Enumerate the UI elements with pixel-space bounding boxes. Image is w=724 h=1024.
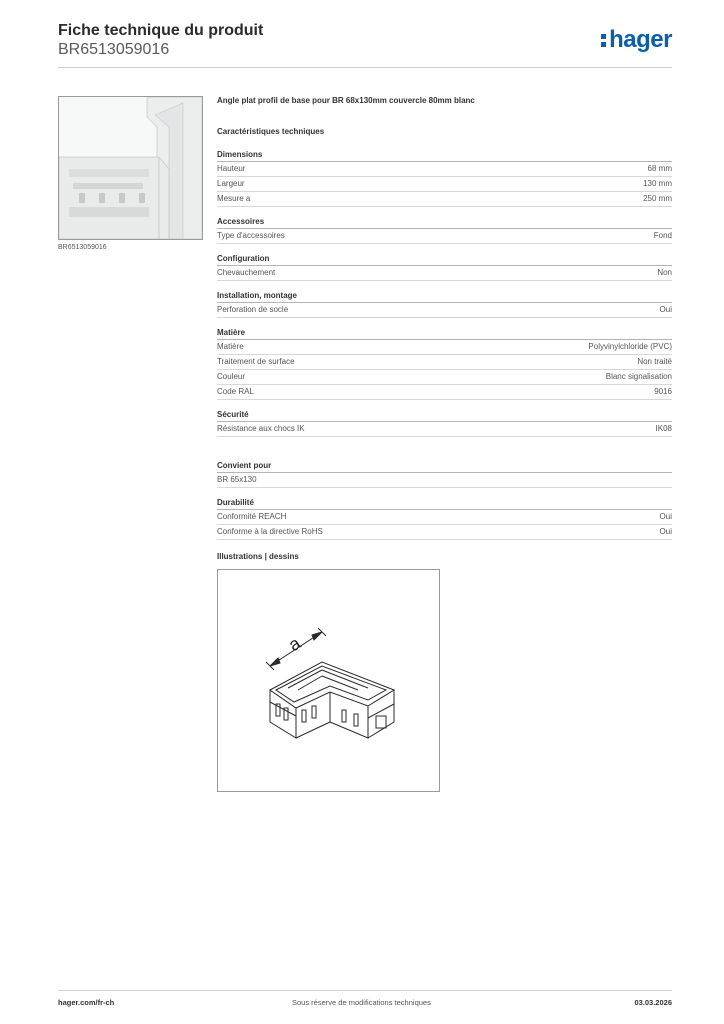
spec-value: Oui: [659, 527, 672, 536]
spec-label: Traitement de surface: [217, 357, 295, 366]
spec-row: [217, 422, 672, 437]
section-title: Accessoires: [217, 217, 672, 229]
footer-date: 03.03.2026: [634, 998, 672, 1007]
spec-label: Résistance aux chocs IK: [217, 424, 305, 433]
spec-value: Non: [657, 268, 672, 277]
section-title: Dimensions: [217, 150, 672, 162]
spec-row: [217, 473, 672, 488]
spec-column: [217, 96, 672, 792]
tech-title: Caractéristiques techniques: [217, 127, 325, 136]
product-photo-image: [59, 97, 202, 239]
photo-caption: BR6513059016: [58, 244, 107, 251]
section-convient: [217, 461, 672, 488]
spec-value: Polyvinylchloride (PVC): [588, 342, 672, 351]
spec-label: Mesure a: [217, 194, 251, 203]
section-configuration: [217, 254, 672, 281]
product-description: Angle plat profil de base pour BR 68x130mm couvercle 80mm blanc: [217, 96, 475, 105]
spec-value: Non traité: [637, 357, 672, 366]
spec-value: 130 mm: [643, 179, 672, 188]
spec-row: [217, 303, 672, 318]
spec-row: [217, 385, 672, 400]
spec-row: [217, 266, 672, 281]
spec-value: 68 mm: [647, 164, 672, 173]
spec-value: IK08: [655, 424, 672, 433]
section-dimensions: [217, 150, 672, 207]
product-reference: BR6513059016: [58, 41, 170, 58]
logo-text: hager: [609, 26, 672, 53]
spec-row: [217, 510, 672, 525]
spec-label: Conformité REACH: [217, 512, 287, 521]
header-divider: [58, 67, 672, 68]
page-title: Fiche technique du produit: [58, 22, 264, 39]
spec-row: [217, 229, 672, 244]
spec-row: [217, 162, 672, 177]
spacer: [217, 447, 672, 461]
spec-row: [217, 192, 672, 207]
section-matiere: [217, 328, 672, 400]
spec-label: Matière: [217, 342, 244, 351]
technical-drawing-image: [218, 570, 439, 791]
footer-notice: Sous réserve de modifications techniques: [292, 998, 431, 1007]
spec-label: Largeur: [217, 179, 245, 188]
spec-label: Couleur: [217, 372, 246, 381]
spec-label: BR 65x130: [217, 475, 257, 484]
hager-logo: [601, 26, 672, 54]
spec-value: 9016: [654, 387, 672, 396]
technical-drawing: [217, 569, 440, 792]
spec-row: [217, 355, 672, 370]
section-title: Durabilité: [217, 498, 672, 510]
section-title: Configuration: [217, 254, 672, 266]
spec-value: 250 mm: [643, 194, 672, 203]
section-durabilite: [217, 498, 672, 540]
spec-label: Code RAL: [217, 387, 254, 396]
spec-value: Blanc signalisation: [605, 372, 672, 381]
section-installation: [217, 291, 672, 318]
spec-value: Oui: [659, 305, 672, 314]
logo-dots-icon: [601, 30, 607, 48]
spec-row: [217, 340, 672, 355]
footer-website[interactable]: hager.com/fr-ch: [58, 998, 115, 1007]
spec-value: Oui: [659, 512, 672, 521]
spec-label: Conforme à la directive RoHS: [217, 527, 323, 536]
page-header: [58, 22, 672, 60]
dimension-label: a: [284, 632, 305, 656]
illustrations-title: Illustrations | dessins: [217, 552, 299, 561]
spec-label: Type d'accessoires: [217, 231, 285, 240]
section-accessoires: [217, 217, 672, 244]
spec-row: [217, 370, 672, 385]
product-photo: [58, 96, 203, 240]
spec-value: Fond: [653, 231, 672, 240]
section-title: Convient pour: [217, 461, 672, 473]
spec-label: Hauteur: [217, 164, 246, 173]
spec-label: Chevauchement: [217, 268, 276, 277]
section-securite: [217, 410, 672, 437]
section-title: Matière: [217, 328, 672, 340]
footer-divider: [58, 990, 672, 991]
section-title: Installation, montage: [217, 291, 672, 303]
section-title: Sécurité: [217, 410, 672, 422]
spec-row: [217, 177, 672, 192]
spec-label: Perforation de socle: [217, 305, 289, 314]
spec-row: [217, 525, 672, 540]
